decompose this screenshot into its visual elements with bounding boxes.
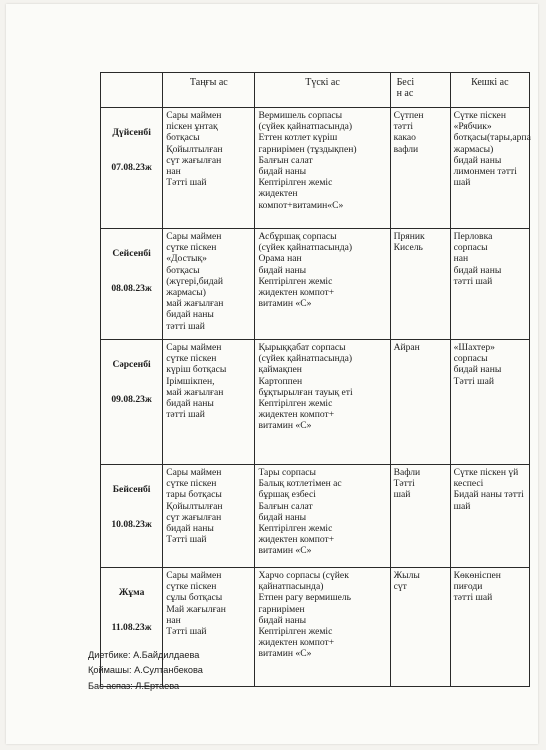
day-cell bbox=[101, 108, 163, 229]
day-name: Сейсенбі bbox=[112, 248, 151, 260]
dinner-cell: «Шахтер» сорпасы бидай наны Тәтті шай bbox=[450, 340, 529, 465]
snack-cell: Пряник Кисель bbox=[390, 229, 450, 340]
day-date: 08.08.23ж bbox=[111, 282, 152, 294]
day-date: 07.08.23ж bbox=[111, 161, 152, 173]
head-cook-line: Бас аспаз: Л.Ертаева bbox=[88, 680, 180, 691]
day-date: 09.08.23ж bbox=[111, 393, 152, 405]
breakfast-cell: Сары маймен сүтке піскен күріш ботқасы Ірімшікпен, май жағылған бидай наны тәтті шай bbox=[163, 340, 255, 465]
dinner-cell: Сүтке піскен «Рябчик» ботқасы(тары,арпа жармасы) бидай наны лимонмен тәтті шай bbox=[450, 108, 529, 229]
dietitian-line: Диетбике: А.Байдилдаева bbox=[88, 650, 200, 660]
day-name: Сәрсенбі bbox=[112, 359, 151, 371]
breakfast-cell: Сары маймен сүтке піскен тары ботқасы Қойылтылған сүт жағылған бидай наны Тәтті шай bbox=[163, 465, 255, 568]
snack-cell: Жылы сүт bbox=[390, 568, 450, 687]
document-page bbox=[6, 4, 538, 744]
breakfast-cell: Сары маймен сүтке піскен «Достық» ботқасы (жүгері,бидай жармасы) май жағылған бидай наны тәтті шай bbox=[163, 229, 255, 340]
header-day bbox=[101, 73, 163, 108]
header-dinner: Кешкі ас bbox=[450, 73, 529, 108]
snack-cell: Вафли Тәтті шай bbox=[390, 465, 450, 568]
lunch-cell: Асбұршақ сорпасы (сүйек қайнатпасында) Орама нан бидай наны Кептірілген жеміс жидектен компот+ витамин «С» bbox=[255, 229, 390, 340]
lunch-cell: Қырыққабат сорпасы (сүйек қайнатпасында) қаймақпен Картоппен бұқтырылған тауық еті Кептірілген жеміс жидектен компот+ витамин «С» bbox=[255, 340, 390, 465]
table-row bbox=[101, 465, 530, 568]
day-cell bbox=[101, 229, 163, 340]
breakfast-cell: Сары маймен піскен ұнтақ ботқасы Қойылтылған сүт жағылған нан Тәтті шай bbox=[163, 108, 255, 229]
table-row bbox=[101, 108, 530, 229]
day-date: 10.08.23ж bbox=[111, 518, 152, 530]
day-name: Бейсенбі bbox=[112, 484, 151, 496]
header-lunch: Түскі ас bbox=[255, 73, 390, 108]
day-cell bbox=[101, 465, 163, 568]
lunch-cell: Вермишель сорпасы (сүйек қайнатпасында) Еттен котлет күріш гарнирімен (тұздықпен) Балғын салат бидай наны Кептірілген жеміс жидектен компот+витамин«С» bbox=[255, 108, 390, 229]
staff-signatures bbox=[88, 648, 203, 694]
day-name: Дүйсенбі bbox=[112, 127, 151, 139]
day-date: 11.08.23ж bbox=[111, 621, 152, 633]
lunch-cell: Харчо сорпасы (сүйек қайнатпасында) Етпен рагу вермишель гарнирімен бидай наны Кептірілген жеміс жидектен компот+ витамин «С» bbox=[255, 568, 390, 687]
lunch-cell: Тары сорпасы Балық котлетімен ас бұршақ езбесі Балғын салат бидай наны Кептірілген жеміс жидектен компот+ витамин «С» bbox=[255, 465, 390, 568]
dinner-cell: Көкөніспен пиғоди тәтті шай bbox=[450, 568, 529, 687]
storekeeper-line: Қоймашы: А.Султанбекова bbox=[88, 665, 203, 676]
table-header-row bbox=[101, 73, 530, 108]
header-snack: Бесі н ас bbox=[390, 73, 450, 108]
breakfast-cell: Сары маймен сүтке піскен сұлы ботқасы Май жағылған нан Тәтті шай bbox=[163, 568, 255, 687]
table-row bbox=[101, 229, 530, 340]
weekly-menu-table bbox=[100, 72, 530, 687]
header-breakfast: Таңғы ас bbox=[163, 73, 255, 108]
table-row bbox=[101, 340, 530, 465]
day-cell bbox=[101, 340, 163, 465]
dinner-cell: Сүтке піскен үй кеспесі Бидай наны тәтті шай bbox=[450, 465, 529, 568]
snack-cell: Сүтпен тәтті какао вафли bbox=[390, 108, 450, 229]
snack-cell: Айран bbox=[390, 340, 450, 465]
dinner-cell: Перловка сорпасы нан бидай наны тәтті шай bbox=[450, 229, 529, 340]
day-name: Жұма bbox=[118, 587, 145, 599]
